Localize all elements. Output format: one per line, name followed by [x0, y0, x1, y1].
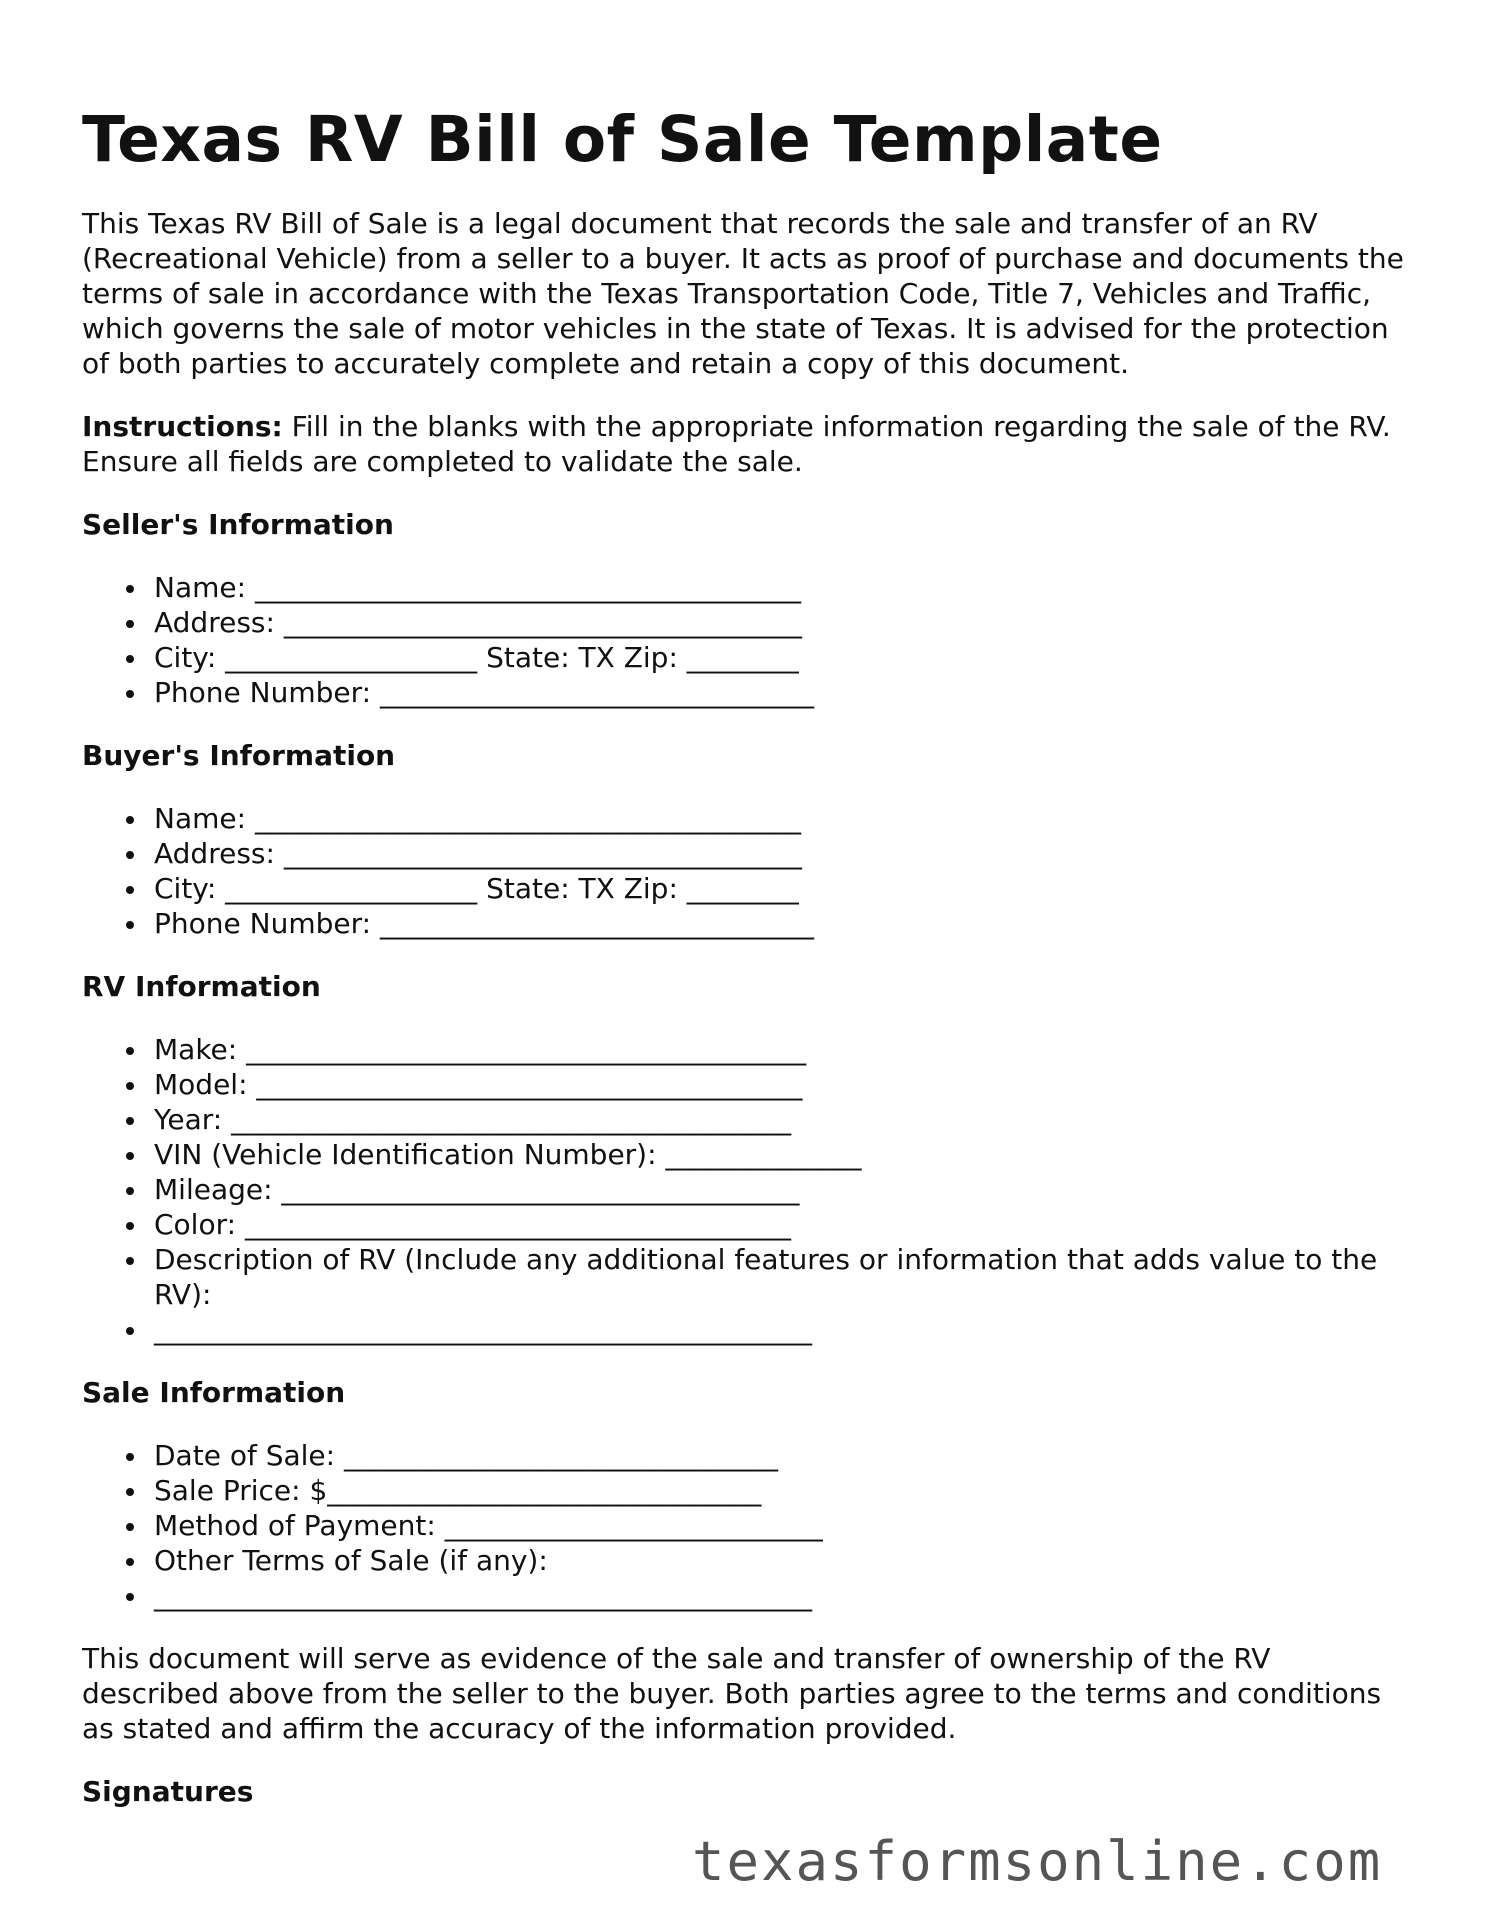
instructions-text: Fill in the blanks with the appropriate information regarding the sale of the RV. Ensure all fields are completed to validate the sale.	[82, 410, 1391, 478]
rv-heading: RV Information	[82, 970, 321, 1003]
rv-make-field[interactable]: Make: ________________________________________	[154, 1032, 1412, 1067]
seller-heading: Seller's Information	[82, 508, 394, 541]
signatures-heading: Signatures	[82, 1775, 254, 1808]
sale-price-field[interactable]: Sale Price: $_______________________________	[154, 1473, 1412, 1508]
sale-heading: Sale Information	[82, 1376, 346, 1409]
instructions-label: Instructions:	[82, 410, 283, 443]
buyer-name-field[interactable]: Name: _______________________________________	[154, 801, 1412, 836]
seller-phone-field[interactable]: Phone Number: _______________________________	[154, 675, 1412, 710]
rv-description-label: Description of RV (Include any additional features or information that adds value to the RV):	[154, 1242, 1412, 1312]
rv-description-field[interactable]: _______________________________________________	[154, 1312, 1412, 1347]
page-title: Texas RV Bill of Sale Template	[82, 103, 1163, 176]
instructions-paragraph	[82, 409, 1412, 479]
closing-paragraph: This document will serve as evidence of the sale and transfer of ownership of the RV described above from the seller to the buyer. Both parties agree to the terms and conditions as stated and affirm the accuracy of the information provided.	[82, 1642, 1382, 1745]
sale-other-terms-field[interactable]: _______________________________________________	[154, 1578, 1412, 1613]
rv-model-field[interactable]: Model: _______________________________________	[154, 1067, 1412, 1102]
seller-address-field[interactable]: Address: _____________________________________	[154, 605, 1412, 640]
buyer-phone-field[interactable]: Phone Number: _______________________________	[154, 906, 1412, 941]
buyer-address-field[interactable]: Address: _____________________________________	[154, 836, 1412, 871]
sale-list	[82, 1438, 1412, 1613]
rv-color-field[interactable]: Color: _______________________________________	[154, 1207, 1412, 1242]
seller-name-field[interactable]: Name: _______________________________________	[154, 570, 1412, 605]
seller-list	[82, 570, 1412, 710]
sale-date-field[interactable]: Date of Sale: _______________________________	[154, 1438, 1412, 1473]
seller-city-state-zip-field[interactable]: City: __________________ State: TX Zip: ________	[154, 640, 1412, 675]
rv-list	[82, 1032, 1412, 1347]
sale-other-terms-label: Other Terms of Sale (if any):	[154, 1543, 1412, 1578]
rv-vin-field[interactable]: VIN (Vehicle Identification Number): ______________	[154, 1137, 1412, 1172]
document-page	[82, 100, 1412, 1837]
site-watermark: texasformsonline.com	[692, 1830, 1383, 1893]
buyer-city-state-zip-field[interactable]: City: __________________ State: TX Zip: ________	[154, 871, 1412, 906]
sale-payment-method-field[interactable]: Method of Payment: ___________________________	[154, 1508, 1412, 1543]
rv-year-field[interactable]: Year: ________________________________________	[154, 1102, 1412, 1137]
intro-paragraph: This Texas RV Bill of Sale is a legal document that records the sale and transfer of an RV (Recreational Vehicle) from a seller to a buyer. It acts as proof of purchase and documents the terms of sale in accordance with the Texas Transportation Code, Title 7, Vehicles and Traffic, which governs the sale of motor vehicles in the state of Texas. It is advised for the protection of both parties to accurately complete and retain a copy of this document.	[82, 207, 1404, 380]
buyer-heading: Buyer's Information	[82, 739, 396, 772]
buyer-list	[82, 801, 1412, 941]
rv-mileage-field[interactable]: Mileage: _____________________________________	[154, 1172, 1412, 1207]
